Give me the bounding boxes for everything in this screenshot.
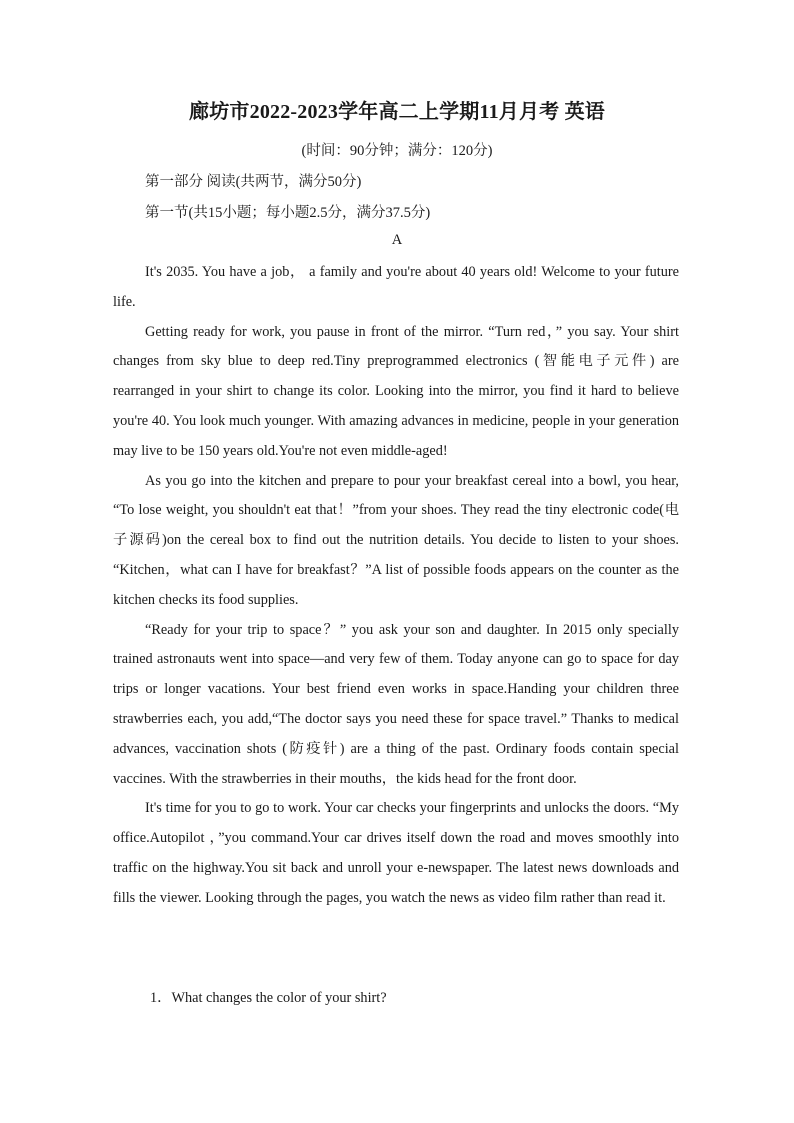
passage-label: A [391,232,403,248]
paragraph: “Ready for your trip to space？” you ask your son and daughter. In 2015 only specially trained astronauts went into space—and very few of them. Today anyone can go to space for day trips or longer vacations. Your best friend even works in space.Handing your children three strawberries each, you add,“The doctor says you need these for space travel.” Thanks to medical advances, vaccination shots (防疫针) are a thing of the past. Ordinary foods contain special vaccines. With the strawberries in their mouths，the kids head for the front door. [113,621,679,787]
paragraph: It's time for you to go to work. Your car checks your fingerprints and unlocks the doors. “My office.Autopilot ，”you command.Your car drives itself down the road and moves smoothly into traffic on the highway.You sit back and unroll your e-newspaper. The latest news downloads and fills the viewer. Looking through the pages, you watch the news as video film rather than read it. [113,800,679,906]
paragraph: Getting ready for work, you pause in front of the mirror. “Turn red，” you say. Your shirt changes from sky blue to deep red.Tiny preprogrammed electronics (智能电子元件) are rearranged in your shirt to change its color. Looking into the mirror, you find it hard to believe you're 40. You look much younger. With amazing advances in medicine, people in your generation may live to be 150 years old.You're not even middle-aged! [113,323,679,459]
question-number: 1． [150,990,172,1006]
reading-passage [113,258,679,914]
paragraph: As you go into the kitchen and prepare to pour your breakfast cereal into a bowl, you hear, “To lose weight, you shouldn't eat that！”from your shoes. They read the tiny electronic code(电子源码)on the cereal box to find out the nutrition details. You decide to listen to your shoes. “Kitchen，what can I have for breakfast？”A list of possible foods appears on the counter as the kitchen checks its food supplies. [113,472,679,608]
question-item [150,987,387,1007]
exam-time-score: (时间：90分钟；满分：120分) [301,143,493,159]
question-text: What changes the color of your shirt? [171,990,387,1006]
part-heading: 第一部分 阅读(共两节，满分50分) [145,174,362,190]
exam-title: 廊坊市2022-2023学年高二上学期11月月考 英语 [189,101,605,123]
paragraph: It's 2035. You have a job， a family and you're about 40 years old! Welcome to your future life. [113,264,679,310]
section-heading: 第一节(共15小题；每小题2.5分，满分37.5分) [145,205,431,221]
